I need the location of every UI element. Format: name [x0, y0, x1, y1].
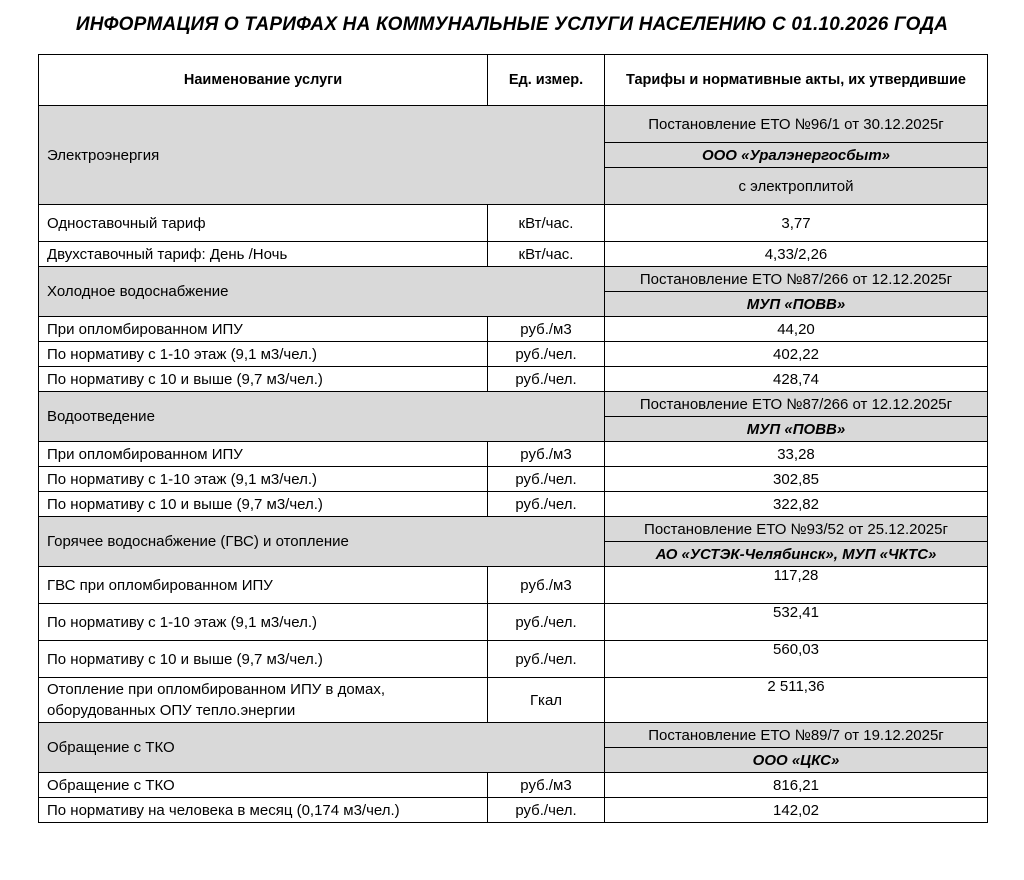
- table-row: [39, 604, 988, 641]
- table-row: [39, 317, 988, 342]
- section-org: ООО «Уралэнергосбыт»: [605, 143, 988, 168]
- table-row: [39, 342, 988, 367]
- unit-cell: руб./чел.: [488, 492, 605, 517]
- service-name: По нормативу с 10 и выше (9,7 м3/чел.): [39, 367, 488, 392]
- table-row: [39, 773, 988, 798]
- service-name: По нормативу на человека в месяц (0,174 м3/чел.): [39, 798, 488, 823]
- value-cell: 532,41: [605, 604, 988, 641]
- page-title: ИНФОРМАЦИЯ О ТАРИФАХ НА КОММУНАЛЬНЫЕ УСЛУГИ НАСЕЛЕНИЮ С 01.10.2026 ГОДА: [75, 14, 949, 35]
- service-name: Одноставочный тариф: [39, 205, 488, 242]
- service-name: По нормативу с 1-10 этаж (9,1 м3/чел.): [39, 342, 488, 367]
- value-cell: 560,03: [605, 641, 988, 678]
- unit-cell: кВт/час.: [488, 242, 605, 267]
- value-cell: 3,77: [605, 205, 988, 242]
- section-header-row: [39, 392, 988, 417]
- unit-cell: руб./чел.: [488, 798, 605, 823]
- section-name-waste: Обращение с ТКО: [39, 723, 605, 773]
- value-cell: 33,28: [605, 442, 988, 467]
- service-name: По нормативу с 1-10 этаж (9,1 м3/чел.): [39, 604, 488, 641]
- section-header-row: [39, 517, 988, 542]
- value-cell: 44,20: [605, 317, 988, 342]
- table-row: [39, 205, 988, 242]
- unit-cell: руб./м3: [488, 442, 605, 467]
- section-name-electricity: Электроэнергия: [39, 106, 605, 205]
- unit-cell: Гкал: [488, 678, 605, 723]
- service-name: При опломбированном ИПУ: [39, 442, 488, 467]
- section-header-row: [39, 723, 988, 748]
- value-cell: 2 511,36: [605, 678, 988, 723]
- table-row: [39, 242, 988, 267]
- value-cell: 4,33/2,26: [605, 242, 988, 267]
- section-org: МУП «ПОВВ»: [605, 417, 988, 442]
- unit-cell: руб./чел.: [488, 367, 605, 392]
- unit-cell: руб./чел.: [488, 604, 605, 641]
- unit-cell: руб./м3: [488, 317, 605, 342]
- value-cell: 428,74: [605, 367, 988, 392]
- section-name-hot-water: Горячее водоснабжение (ГВС) и отопление: [39, 517, 605, 567]
- value-cell: 402,22: [605, 342, 988, 367]
- section-note: с электроплитой: [605, 168, 988, 205]
- header-service: Наименование услуги: [39, 55, 488, 106]
- unit-cell: руб./чел.: [488, 641, 605, 678]
- section-act: Постановление ЕТО №89/7 от 19.12.2025г: [605, 723, 988, 748]
- value-cell: 117,28: [605, 567, 988, 604]
- section-org: МУП «ПОВВ»: [605, 292, 988, 317]
- section-act: Постановление ЕТО №87/266 от 12.12.2025г: [605, 392, 988, 417]
- table-row: [39, 678, 988, 723]
- section-act: Постановление ЕТО №87/266 от 12.12.2025г: [605, 267, 988, 292]
- section-name-cold-water: Холодное водоснабжение: [39, 267, 605, 317]
- unit-cell: руб./м3: [488, 773, 605, 798]
- service-name: Обращение с ТКО: [39, 773, 488, 798]
- service-name: Двухставочный тариф: День /Ночь: [39, 242, 488, 267]
- value-cell: 816,21: [605, 773, 988, 798]
- table-row: [39, 492, 988, 517]
- section-act: Постановление ЕТО №93/52 от 25.12.2025г: [605, 517, 988, 542]
- table-header-row: [39, 55, 988, 106]
- service-name: Отопление при опломбированном ИПУ в домах, оборудованных ОПУ тепло.энергии: [39, 678, 488, 723]
- unit-cell: руб./чел.: [488, 467, 605, 492]
- service-name: По нормативу с 1-10 этаж (9,1 м3/чел.): [39, 467, 488, 492]
- table-row: [39, 798, 988, 823]
- table-row: [39, 367, 988, 392]
- value-cell: 142,02: [605, 798, 988, 823]
- table-row: [39, 567, 988, 604]
- value-cell: 302,85: [605, 467, 988, 492]
- table-row: [39, 467, 988, 492]
- service-name: При опломбированном ИПУ: [39, 317, 488, 342]
- tariff-table: [38, 54, 988, 823]
- value-cell: 322,82: [605, 492, 988, 517]
- unit-cell: руб./м3: [488, 567, 605, 604]
- unit-cell: кВт/час.: [488, 205, 605, 242]
- section-header-row: [39, 267, 988, 292]
- service-name: ГВС при опломбированном ИПУ: [39, 567, 488, 604]
- section-org: ООО «ЦКС»: [605, 748, 988, 773]
- table-row: [39, 442, 988, 467]
- service-name: По нормативу с 10 и выше (9,7 м3/чел.): [39, 641, 488, 678]
- header-tariffs: Тарифы и нормативные акты, их утвердившие: [605, 55, 988, 106]
- unit-cell: руб./чел.: [488, 342, 605, 367]
- section-header-row: [39, 106, 988, 143]
- section-act: Постановление ЕТО №96/1 от 30.12.2025г: [605, 106, 988, 143]
- header-unit: Ед. измер.: [488, 55, 605, 106]
- table-row: [39, 641, 988, 678]
- service-name: По нормативу с 10 и выше (9,7 м3/чел.): [39, 492, 488, 517]
- section-org: АО «УСТЭК-Челябинск», МУП «ЧКТС»: [605, 542, 988, 567]
- section-name-drainage: Водоотведение: [39, 392, 605, 442]
